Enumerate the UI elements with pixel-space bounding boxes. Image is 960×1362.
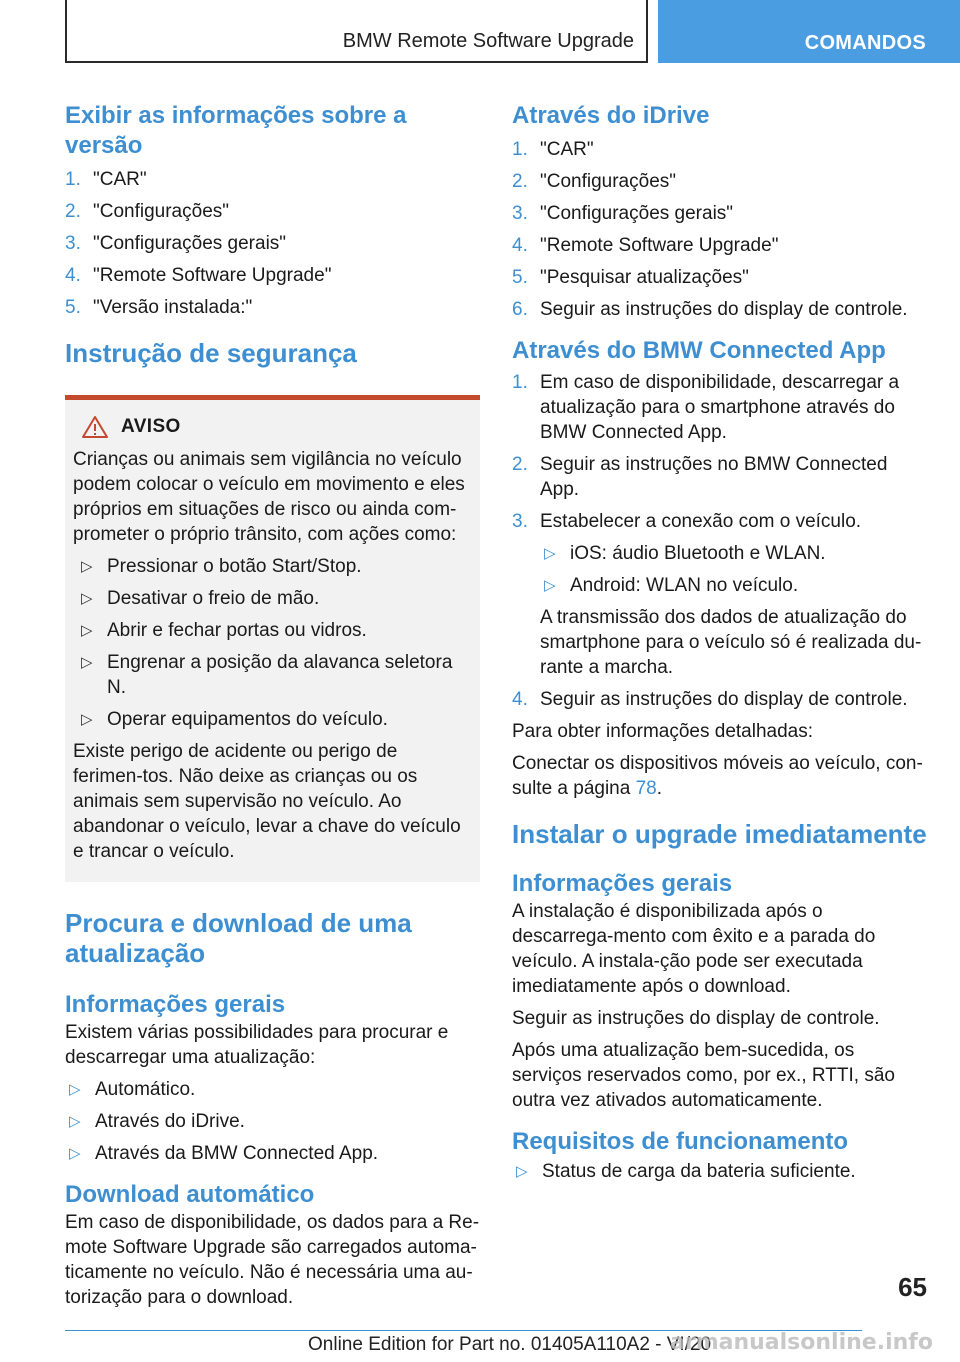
search-heading: Procura e download de uma atualização [65, 908, 412, 968]
bullet-triangle-icon: ▷ [81, 590, 93, 607]
safety-heading: Instrução de segurança [65, 338, 357, 368]
app-heading: Através do BMW Connected App [512, 337, 886, 364]
idrive-heading: Através do iDrive [512, 102, 710, 129]
general-heading: Informações gerais [65, 991, 286, 1018]
list-item: ▷ Operar equipamentos do veículo. [81, 709, 388, 730]
warning-box [65, 395, 480, 882]
bullet-triangle-icon: ▷ [516, 1163, 528, 1180]
running-header [65, 0, 648, 63]
bullet-triangle-icon: ▷ [81, 711, 93, 728]
warning-outro: Existe perigo de acidente ou perigo de ferimen-tos. Não deixe as crianças ou os animais sem supervisão no veículo. Ao abandonar o veículo, levar a chave do veículo e trancar o veículo. [73, 741, 461, 862]
watermark: armanualsonline.info [670, 1330, 933, 1355]
auto-heading: Download automático [65, 1181, 315, 1208]
page-number: 65 [898, 1272, 927, 1302]
list-item: 2. "Configurações" [65, 201, 230, 222]
details-label: Para obter informações detalhadas: [512, 721, 814, 742]
list-item: ▷ Através da BMW Connected App. [69, 1143, 379, 1164]
list-item: ▷ Abrir e fechar portas ou vidros. [81, 620, 367, 641]
list-item: 1. Em caso de disponibilidade, descarregar a atualização para o smartphone através do BMW Connected App. [512, 372, 900, 443]
general-text: Existem várias possibilidades para procurar e descarregar uma atualização: [65, 1022, 449, 1068]
idrive-steps [512, 137, 928, 322]
bullet-triangle-icon: ▷ [81, 622, 93, 639]
requirements-items [512, 1159, 928, 1184]
section-tab-label: COMANDOS [804, 32, 926, 54]
app-steps [512, 370, 928, 712]
list-item: 5. "Versão instalada:" [65, 297, 253, 318]
general-items [65, 1077, 480, 1166]
page-link[interactable]: 78 [635, 778, 657, 799]
app-sub-items [540, 541, 928, 598]
bullet-triangle-icon: ▷ [544, 545, 556, 562]
list-item: 4. Seguir as instruções do display de controle. [512, 689, 908, 710]
bullet-triangle-icon: ▷ [69, 1081, 81, 1098]
app-sub-note: A transmissão dos dados de atualização do smartphone para o veículo só é realizada du-rante a marcha. [540, 607, 922, 678]
list-item: ▷ Através do iDrive. [69, 1111, 245, 1132]
list-item: 2. Seguir as instruções no BMW Connected App. [512, 454, 888, 500]
install-general-heading: Informações gerais [512, 870, 733, 897]
list-item: ▷ Desativar o freio de mão. [81, 588, 320, 609]
list-item: 3. Estabelecer a conexão com o veículo. ▷ iOS: áudio Bluetooth e WLAN. ▷ Android: WLAN no veículo. A transmissão dos dados de atualização do smartphone para o veículo só é realizada du-rante a marcha. [512, 509, 928, 680]
list-item: 4. "Remote Software Upgrade" [512, 235, 779, 256]
list-item: ▷ Android: WLAN no veículo. [544, 575, 799, 596]
install-heading: Instalar o upgrade imediatamente [512, 819, 927, 849]
bullet-triangle-icon: ▷ [81, 654, 93, 671]
warning-label: AVISO [121, 416, 181, 437]
section-tab [658, 0, 960, 63]
install-text-1: A instalação é disponibilizada após o descarrega-mento com êxito e a parada do veículo. A instala-ção pode ser executada imediatamente após o download. [512, 901, 876, 997]
list-item: 2. "Configurações" [512, 171, 677, 192]
bullet-triangle-icon: ▷ [69, 1113, 81, 1130]
bullet-triangle-icon: ▷ [69, 1145, 81, 1162]
auto-text: Em caso de disponibilidade, os dados para a Re-mote Software Upgrade são carregados automa-ticamente no veículo. Não é necessária uma au-torização para o download. [65, 1212, 480, 1308]
header-title: BMW Remote Software Upgrade [342, 30, 634, 52]
warning-items [73, 554, 472, 732]
list-item: 4. "Remote Software Upgrade" [65, 265, 332, 286]
list-item: 1. "CAR" [65, 169, 147, 190]
list-item: ▷ Automático. [69, 1079, 196, 1100]
warning-triangle-icon [81, 415, 109, 439]
version-heading: Exibir as informações sobre a versão [65, 102, 407, 159]
footer-edition: Online Edition for Part no. 01405A110A2 - VI/20 [308, 1334, 712, 1355]
warning-header [73, 414, 472, 439]
install-text-3: Após uma atualização bem-sucedida, os serviços reservados como, por ex., RTTI, são outra vez ativados automaticamente. [512, 1040, 895, 1111]
list-item: ▷ Engrenar a posição da alavanca seletora N. [81, 652, 453, 698]
list-item: 3. "Configurações gerais" [512, 203, 734, 224]
list-item: 3. "Configurações gerais" [65, 233, 287, 254]
install-text-2: Seguir as instruções do display de controle. [512, 1008, 880, 1029]
requirements-heading: Requisitos de funcionamento [512, 1128, 849, 1155]
bullet-triangle-icon: ▷ [544, 577, 556, 594]
list-item: 1. "CAR" [512, 139, 594, 160]
list-item: ▷ iOS: áudio Bluetooth e WLAN. [544, 543, 826, 564]
list-item: ▷ Pressionar o botão Start/Stop. [81, 556, 362, 577]
bullet-triangle-icon: ▷ [81, 558, 93, 575]
list-item: 5. "Pesquisar atualizações" [512, 267, 749, 288]
warning-intro: Crianças ou animais sem vigilância no veículo podem colocar o veículo em movimento e eles próprios em situações de risco ou ainda com-prometer o próprio trânsito, com ações como: [73, 449, 465, 545]
left-column [65, 101, 480, 1317]
list-item: 6. Seguir as instruções do display de controle. [512, 299, 908, 320]
right-column [512, 101, 928, 1191]
details-text: Conectar os dispositivos móveis ao veículo, con-sulte a página 78. [512, 753, 923, 799]
list-item: ▷ Status de carga da bateria suficiente. [516, 1161, 856, 1182]
version-steps [65, 167, 480, 320]
